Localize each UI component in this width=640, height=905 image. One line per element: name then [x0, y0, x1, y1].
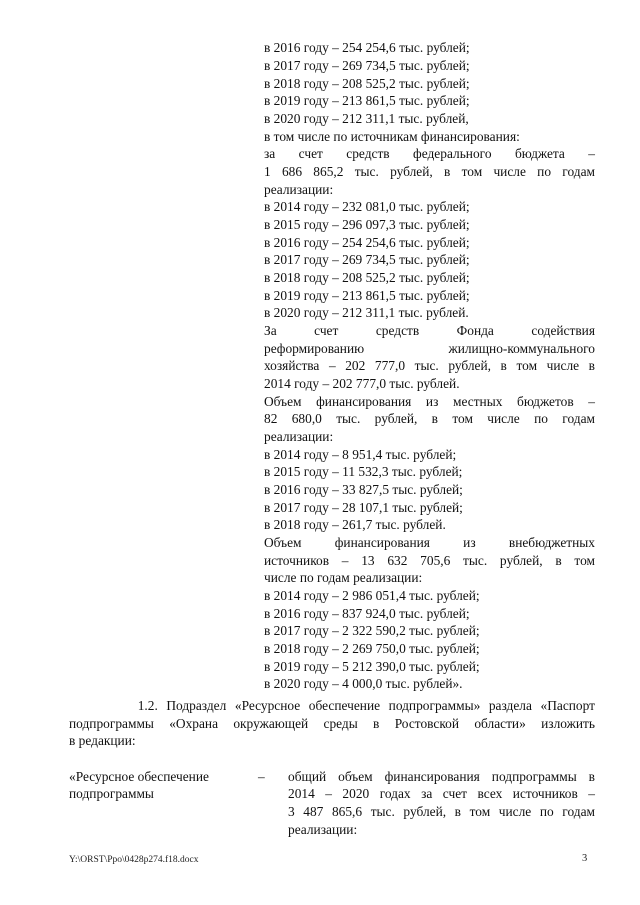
funding-line: Объем финансирования из внебюджетных [264, 535, 595, 550]
funding-line: 82 680,0 тыс. рублей, в том числе по годам [264, 411, 595, 426]
funding-line: 2014 году – 202 777,0 тыс. рублей. [264, 376, 460, 391]
funding-line: в 2018 году – 208 525,2 тыс. рублей; [264, 270, 470, 285]
paragraph-line: подпрограммы «Охрана окружающей среды в Ростовской области» изложить [69, 716, 595, 731]
funding-line: источников – 13 632 705,6 тыс. рублей, в том [264, 553, 595, 568]
funding-line: в 2017 году – 28 107,1 тыс. рублей; [264, 500, 463, 515]
funding-line: в 2016 году – 33 827,5 тыс. рублей; [264, 482, 463, 497]
funding-line: 1 686 865,2 тыс. рублей, в том числе по годам [264, 164, 595, 179]
funding-line: в 2016 году – 837 924,0 тыс. рублей; [264, 606, 470, 621]
section-line: реализации: [288, 822, 358, 837]
funding-line: в 2015 году – 11 532,3 тыс. рублей; [264, 464, 463, 479]
section-label: подпрограммы [69, 786, 154, 801]
funding-line: в 2017 году – 2 322 590,2 тыс. рублей; [264, 623, 480, 638]
funding-line: в 2014 году – 8 951,4 тыс. рублей; [264, 447, 457, 462]
funding-line: за счет средств федерального бюджета – [264, 146, 595, 161]
funding-line: реализации: [264, 182, 334, 197]
funding-line: в 2020 году – 212 311,1 тыс. рублей, [264, 111, 469, 126]
funding-line: в 2020 году – 212 311,1 тыс. рублей. [264, 305, 469, 320]
funding-line: в 2019 году – 213 861,5 тыс. рублей; [264, 288, 470, 303]
page-number: 3 [582, 853, 588, 864]
paragraph-line: 1.2. Подраздел «Ресурсное обеспечение подпрограммы» раздела «Паспорт [69, 698, 595, 713]
funding-line: в 2014 году – 232 081,0 тыс. рублей; [264, 199, 470, 214]
funding-line: в 2016 году – 254 254,6 тыс. рублей; [264, 235, 470, 250]
funding-line: в 2017 году – 269 734,5 тыс. рублей; [264, 252, 470, 267]
funding-line: Объем финансирования из местных бюджетов – [264, 394, 595, 409]
footer-file-path: Y:\ORST\Ppo\0428p274.f18.docx [69, 855, 199, 865]
section-line: 3 487 865,6 тыс. рублей, в том числе по годам [288, 804, 595, 819]
funding-line: в 2019 году – 213 861,5 тыс. рублей; [264, 93, 470, 108]
funding-line: реформированию жилищно-коммунального [264, 341, 595, 356]
funding-line: в 2018 году – 2 269 750,0 тыс. рублей; [264, 641, 480, 656]
funding-line: в 2014 году – 2 986 051,4 тыс. рублей; [264, 588, 480, 603]
funding-line: в 2020 году – 4 000,0 тыс. рублей». [264, 676, 463, 691]
funding-line: в 2018 году – 261,7 тыс. рублей. [264, 517, 446, 532]
funding-line: За счет средств Фонда содействия [264, 323, 595, 338]
funding-line: числе по годам реализации: [264, 570, 423, 585]
funding-line: в 2017 году – 269 734,5 тыс. рублей; [264, 58, 470, 73]
paragraph-line: в редакции: [69, 733, 136, 748]
funding-line: в 2016 году – 254 254,6 тыс. рублей; [264, 40, 470, 55]
section-line: 2014 – 2020 годах за счет всех источников – [288, 786, 595, 801]
funding-line: хозяйства – 202 777,0 тыс. рублей, в том числе в [264, 358, 595, 373]
funding-line: в том числе по источникам финансирования: [264, 129, 520, 144]
section-dash: – [258, 769, 265, 784]
section-line: общий объем финансирования подпрограммы в [288, 769, 595, 784]
funding-line: в 2019 году – 5 212 390,0 тыс. рублей; [264, 659, 480, 674]
funding-line: в 2018 году – 208 525,2 тыс. рублей; [264, 76, 470, 91]
section-label: «Ресурсное обеспечение [69, 769, 209, 784]
funding-line: реализации: [264, 429, 334, 444]
funding-line: в 2015 году – 296 097,3 тыс. рублей; [264, 217, 470, 232]
